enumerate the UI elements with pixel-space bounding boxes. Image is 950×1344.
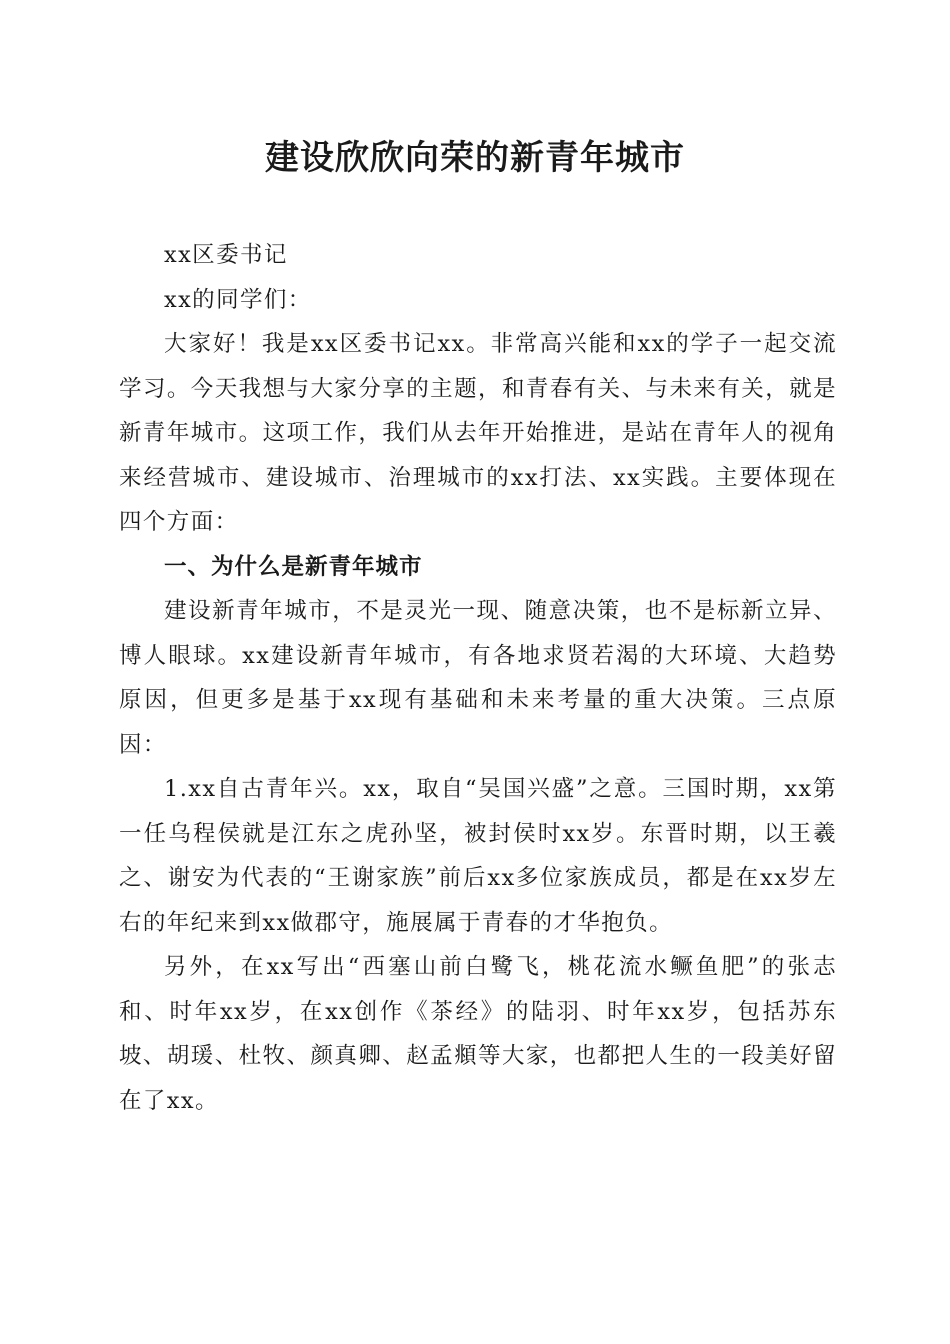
paragraph-additional: 另外，在xx写出“西塞山前白鹭飞，桃花流水鳜鱼肥”的张志和、时年xx岁，在xx创作《茶经》的陆羽、时年xx岁，包括苏东坡、胡瑗、杜牧、颜真卿、赵孟頫等大家，也都把人生的一段美好留在了xx。 — [119, 954, 837, 1114]
salutation: xx的同学们： — [164, 286, 312, 313]
paragraph-intro: 大家好！我是xx区委书记xx。非常高兴能和xx的学子一起交流学习。今天我想与大家分享的主题，和青春有关、与未来有关，就是新青年城市。这项工作，我们从去年开始推进，是站在青年人的视角来经营城市、建设城市、治理城市的xx打法、xx实践。主要体现在四个方面： — [119, 331, 837, 535]
section-heading-1: 一、为什么是新青年城市 — [164, 553, 423, 580]
paragraph-point-1: 1.xx自古青年兴。xx，取自“吴国兴盛”之意。三国时期，xx第一任乌程侯就是江东之虎孙坚，被封侯时xx岁。东晋时期，以王羲之、谢安为代表的“王谢家族”前后xx多位家族成员，都是在xx岁左右的年纪来到xx做郡守，施展属于青春的才华抱负。 — [119, 776, 837, 936]
author-line: xx区委书记 — [164, 242, 288, 268]
document-body — [119, 233, 837, 1123]
document-title: 建设欣欣向荣的新青年城市 — [265, 138, 685, 178]
paragraph-reasons: 建设新青年城市，不是灵光一现、随意决策，也不是标新立异、博人眼球。xx建设新青年城市，有各地求贤若渴的大环境、大趋势原因，但更多是基于xx现有基础和未来考量的重大决策。三点原因： — [119, 598, 837, 758]
